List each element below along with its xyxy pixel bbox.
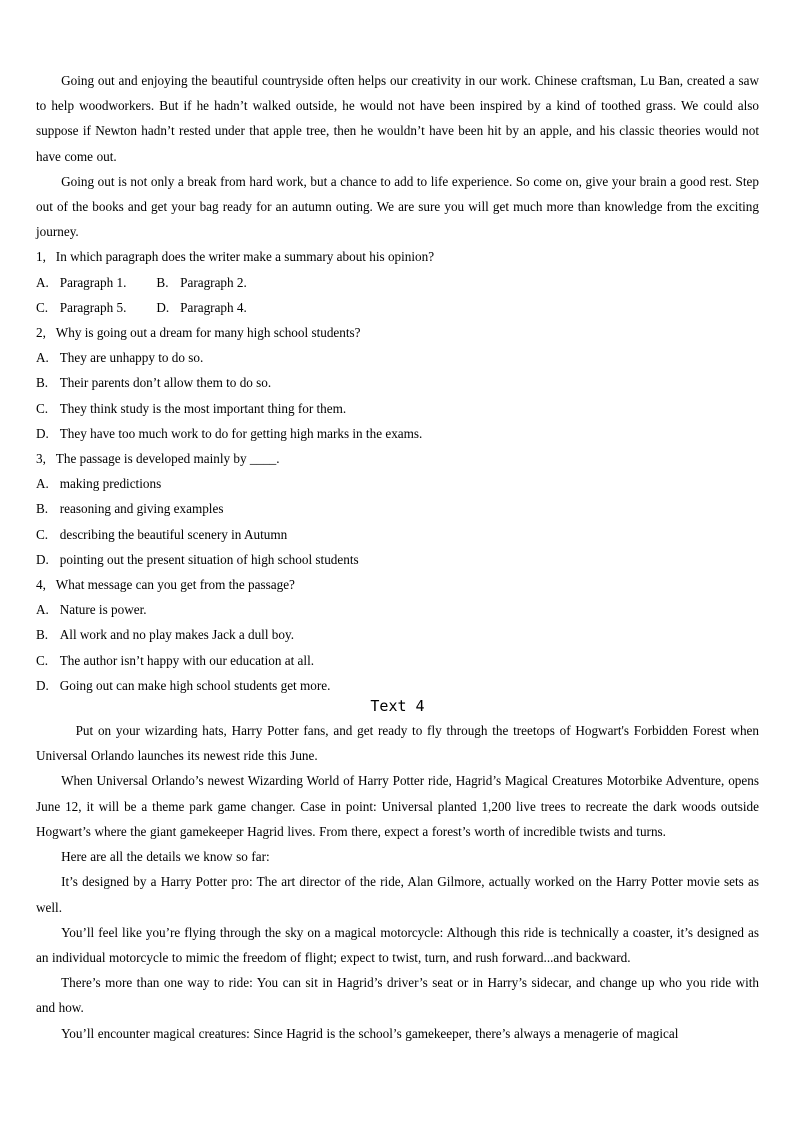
question-3 — [36, 446, 759, 471]
option-label: C. — [36, 299, 49, 315]
option-C — [36, 522, 287, 547]
option-line — [36, 370, 759, 395]
option-label: C. — [36, 400, 49, 416]
option-line — [36, 496, 759, 521]
option-A — [36, 597, 147, 622]
option-label: C. — [36, 652, 49, 668]
option-label: A. — [36, 476, 49, 492]
option-label: B. — [36, 501, 49, 517]
option-B — [36, 370, 271, 395]
question-2 — [36, 320, 759, 345]
option-text: They think study is the most important thing for them. — [59, 400, 347, 416]
question-number: 3, — [36, 451, 46, 467]
option-A — [36, 270, 126, 295]
option-line — [36, 345, 759, 370]
option-text: Going out can make high school students get more. — [59, 677, 331, 693]
option-C — [36, 648, 314, 673]
option-D — [36, 547, 359, 572]
question-4 — [36, 572, 759, 597]
option-text: They have too much work to do for getting high marks in the exams. — [59, 425, 423, 441]
option-line — [36, 270, 759, 295]
option-B — [36, 622, 294, 647]
question-number: 4, — [36, 577, 46, 593]
question-list — [36, 244, 759, 698]
option-label: C. — [36, 526, 49, 542]
option-D — [36, 421, 422, 446]
option-label: D. — [156, 299, 170, 315]
option-label: A. — [36, 350, 49, 366]
section-heading: Text 4 — [370, 697, 425, 716]
option-text: Paragraph 5. — [59, 299, 127, 315]
passage-paragraph: It’s designed by a Harry Potter pro: The art director of the ride, Alan Gilmore, actually worked on the Harry Potter movie sets as well. — [36, 874, 759, 915]
option-line — [36, 396, 759, 421]
option-text: Paragraph 4. — [180, 299, 247, 315]
question-1 — [36, 244, 759, 269]
option-label: A. — [36, 274, 49, 290]
option-A — [36, 345, 203, 370]
option-text: All work and no play makes Jack a dull boy. — [59, 627, 295, 643]
option-line — [36, 673, 759, 698]
option-line — [36, 522, 759, 547]
question-text: The passage is developed mainly by ____. — [55, 451, 280, 467]
passage-paragraph: There’s more than one way to ride: You can sit in Hagrid’s driver’s seat or in Harry’s sidecar, and change up who you ride with and how. — [36, 975, 759, 1016]
option-A — [36, 471, 161, 496]
option-text: pointing out the present situation of high school students — [59, 551, 359, 567]
question-text: In which paragraph does the writer make a summary about his opinion? — [55, 249, 435, 265]
option-C — [36, 295, 126, 320]
option-text: Paragraph 2. — [180, 274, 247, 290]
option-label: B. — [36, 627, 49, 643]
option-line — [36, 471, 759, 496]
option-line — [36, 597, 759, 622]
question-number: 2, — [36, 325, 46, 341]
passage-paragraph: Going out is not only a break from hard work, but a chance to add to life experience. So come on, give your brain a good rest. Step out of the books and get your bag ready for an autumn outing. We are sure you will get much more than knowledge from the exciting journey. — [36, 173, 759, 240]
question-text: Why is going out a dream for many high school students? — [55, 325, 361, 341]
question-number: 1, — [36, 249, 46, 265]
option-text: Nature is power. — [59, 602, 147, 618]
passage-paragraph: You’ll feel like you’re flying through the sky on a magical motorcycle: Although this ride is technically a coaster, it’s designed as an individual motorcycle to mimic the freedom of flight; expect to twist, turn, and rush forward...and backward. — [36, 924, 759, 965]
passage-paragraph: Here are all the details we know so far: — [61, 849, 270, 865]
option-B — [36, 496, 223, 521]
passage-paragraph: You’ll encounter magical creatures: Since Hagrid is the school’s gamekeeper, there’s always a menagerie of magical — [61, 1025, 679, 1041]
option-B — [156, 270, 246, 295]
option-text: describing the beautiful scenery in Autumn — [59, 526, 288, 542]
option-label: A. — [36, 602, 49, 618]
option-line — [36, 421, 759, 446]
passage-1 — [36, 68, 759, 244]
option-label: B. — [156, 274, 169, 290]
passage-paragraph: When Universal Orlando’s newest Wizarding World of Harry Potter ride, Hagrid’s Magical Creatures Motorbike Adventure, opens June 12, it will be a theme park game changer. Case in point: Universal planted 1,200 live trees to recreate the dark woods outside Hogwart’s where the giant gamekeeper Hagrid lives. From there, expect a forest’s worth of incredible twists and turns. — [36, 773, 759, 839]
option-label: D. — [36, 425, 49, 441]
option-label: B. — [36, 375, 49, 391]
document-content — [36, 68, 759, 1046]
option-text: The author isn’t happy with our education at all. — [59, 652, 315, 668]
option-label: D. — [36, 551, 49, 567]
option-text: Paragraph 1. — [59, 274, 127, 290]
passage-2 — [36, 718, 759, 1046]
option-line — [36, 295, 759, 320]
option-D — [36, 673, 330, 698]
option-text: reasoning and giving examples — [59, 501, 224, 517]
option-line — [36, 547, 759, 572]
option-text: making predictions — [59, 476, 162, 492]
passage-paragraph: Put on your wizarding hats, Harry Potter fans, and get ready to fly through the treetops of Hogwart's Forbidden Forest when Universal Orlando launches its newest ride this June. — [36, 723, 759, 764]
option-line — [36, 622, 759, 647]
option-line — [36, 648, 759, 673]
option-text: Their parents don’t allow them to do so. — [59, 375, 272, 391]
option-C — [36, 396, 346, 421]
option-label: D. — [36, 677, 49, 693]
option-D — [156, 295, 246, 320]
passage-paragraph: Going out and enjoying the beautiful countryside often helps our creativity in our work. Chinese craftsman, Lu Ban, created a saw to help woodworkers. But if he hadn’t walked outside, he would not have been inspired by a kind of toothed grass. We could also suppose if Newton hadn’t rested under that apple tree, then he wouldn’t have been hit by an apple, and his classic theories would not have come out. — [36, 73, 759, 164]
option-text: They are unhappy to do so. — [59, 350, 204, 366]
question-text: What message can you get from the passage? — [55, 577, 295, 593]
